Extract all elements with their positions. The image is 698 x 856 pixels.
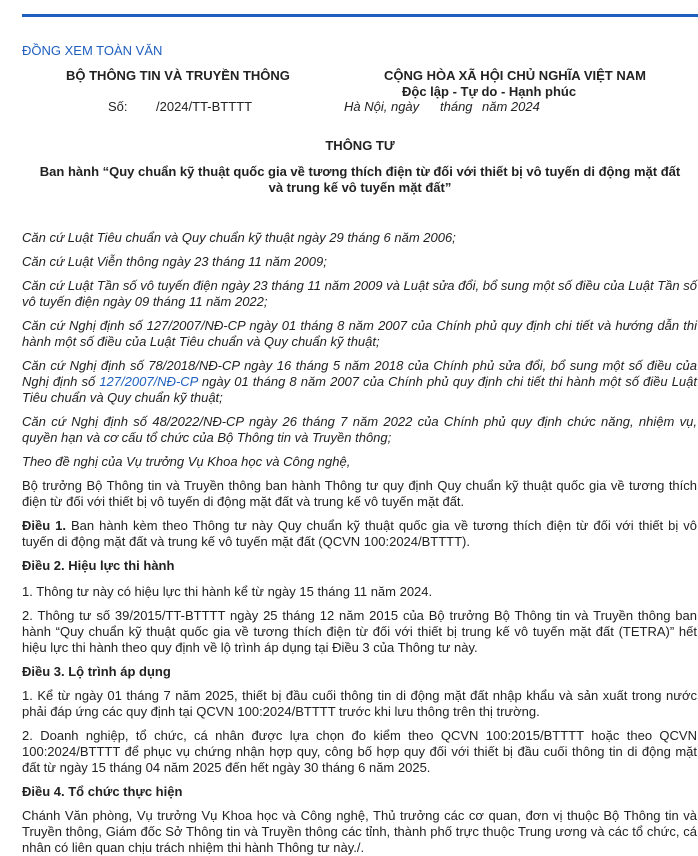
document-subject-line-2: và trung kế vô tuyến mặt đất”: [268, 180, 452, 195]
article-1-text: Ban hành kèm theo Thông tư này Quy chuẩn kỹ thuật quốc gia về tương thích điện từ đối với thiết bị vô tuyến di động mặt đất và trung kế vô tuyến mặt đất (QCVN 100:2024/BTTTT).: [22, 518, 697, 549]
citation-5-text-b: ngày 01 tháng 8 năm 2007 của Chính phủ quy định chi tiết thi hành một số điều Luật Tiêu chuẩn và Quy chuẩn kỹ thuật;: [22, 374, 697, 405]
preamble: Bộ trưởng Bộ Thông tin và Truyền thông ban hành Thông tư quy định Quy chuẩn kỹ thuật quốc gia về tương thích điện từ đối với thiết bị vô tuyến di động mặt đất và trung kế vô tuyến mặt đất.: [22, 478, 697, 509]
article-3-clause-1: 1. Kể từ ngày 01 tháng 7 năm 2025, thiết bị đầu cuối thông tin di động mặt đất nhập khẩu và sản xuất trong nước phải đáp ứng các quy định tại QCVN 100:2024/BTTTT trước khi lưu thông trên thị trường.: [22, 688, 697, 719]
citation-7: Theo đề nghị của Vụ trưởng Vụ Khoa học và Công nghệ,: [22, 454, 351, 469]
citation-5-text-a: Căn cứ Nghị định số 78/2018/NĐ-CP ngày 16 tháng 5 năm 2018 của Chính phủ sửa đổi, bổ sung một số điều của Nghị định số: [22, 358, 697, 389]
citation-6: Căn cứ Nghị định số 48/2022/NĐ-CP ngày 26 tháng 7 năm 2022 của Chính phủ quy định chức năng, nhiệm vụ, quyền hạn và cơ cấu tổ chức của Bộ Thông tin và Truyền thông;: [22, 414, 697, 445]
article-3-clause-2: 2. Doanh nghiệp, tổ chức, cá nhân được lựa chọn đo kiểm theo QCVN 100:2015/BTTTT hoặc theo QCVN 100:2024/BTTTT để phục vụ chứng nhận hợp quy, công bố hợp quy đối với thiết bị đầu cuối thông tin di động mặt đất từ ngày 15 tháng 04 năm 2025 đến hết ngày 30 tháng 6 năm 2025.: [22, 728, 697, 775]
doc-number-label: Số:: [108, 99, 128, 114]
date-place: Hà Nội, ngày: [344, 99, 420, 114]
issuing-agency: BỘ THÔNG TIN VÀ TRUYỀN THÔNG: [66, 68, 290, 83]
top-divider: [22, 14, 698, 17]
article-4-text: Chánh Văn phòng, Vụ trưởng Vụ Khoa học và Công nghệ, Thủ trưởng các cơ quan, đơn vị thuộc Bộ Thông tin và Truyền thông, Giám đốc Sở Thông tin và Truyền thông các tỉnh, thành phố trực thuộc Trung ương và các tổ chức, cá nhân có liên quan chịu trách nhiệm thi hành Thông tư này./.: [22, 808, 697, 855]
citation-4: Căn cứ Nghị định số 127/2007/NĐ-CP ngày 01 tháng 8 năm 2007 của Chính phủ quy định chi tiết và hướng dẫn thi hành một số điều của Luật Tiêu chuẩn và Quy chuẩn kỹ thuật;: [22, 318, 697, 349]
national-motto: Độc lập - Tự do - Hạnh phúc: [402, 84, 577, 99]
date-month: tháng: [440, 99, 473, 114]
republic-name: CỘNG HÒA XÃ HỘI CHỦ NGHĨA VIỆT NAM: [384, 68, 646, 83]
doc-number: /2024/TT-BTTTT: [156, 99, 253, 114]
document-subject-line-1: Ban hành “Quy chuẩn kỹ thuật quốc gia về tương thích điện từ đối với thiết bị vô tuyến di động mặt đất: [39, 164, 681, 179]
article-2-clause-1: 1. Thông tư này có hiệu lực thi hành kể từ ngày 15 tháng 11 năm 2024.: [22, 584, 433, 599]
article-2-clause-2: 2. Thông tư số 39/2015/TT-BTTTT ngày 25 tháng 12 năm 2015 của Bộ trưởng Bộ Thông tin và Truyền thông ban hành “Quy chuẩn kỹ thuật quốc gia về tương thích điện từ đối với thiết bị trung kế vô tuyến mặt đất (TETRA)” hết hiệu lực thi hành theo quy định về lộ trình áp dụng tại Điều 3 của Thông tư này.: [22, 608, 697, 655]
article-2-title: Điều 2. Hiệu lực thi hành: [22, 558, 175, 573]
citation-3: Căn cứ Luật Tần số vô tuyến điện ngày 23 tháng 11 năm 2009 và Luật sửa đổi, bổ sung một số điều của Luật Tần số vô tuyến điện ngày 09 tháng 11 năm 2022;: [22, 278, 697, 309]
decree-127-link[interactable]: 127/2007/NĐ-CP: [99, 374, 198, 389]
article-4-title: Điều 4. Tổ chức thực hiện: [22, 784, 183, 799]
citation-5: [22, 358, 697, 406]
document-type: THÔNG TƯ: [325, 138, 395, 153]
view-full-text-link[interactable]: ĐỒNG XEM TOÀN VĂN: [22, 43, 163, 58]
article-1: [22, 518, 697, 550]
citation-1: Căn cứ Luật Tiêu chuẩn và Quy chuẩn kỹ thuật ngày 29 tháng 6 năm 2006;: [22, 230, 456, 245]
date-year: năm 2024: [482, 99, 540, 114]
article-3-title: Điều 3. Lộ trình áp dụng: [22, 664, 171, 679]
article-1-label: Điều 1.: [22, 518, 66, 533]
citation-2: Căn cứ Luật Viễn thông ngày 23 tháng 11 năm 2009;: [22, 254, 327, 269]
